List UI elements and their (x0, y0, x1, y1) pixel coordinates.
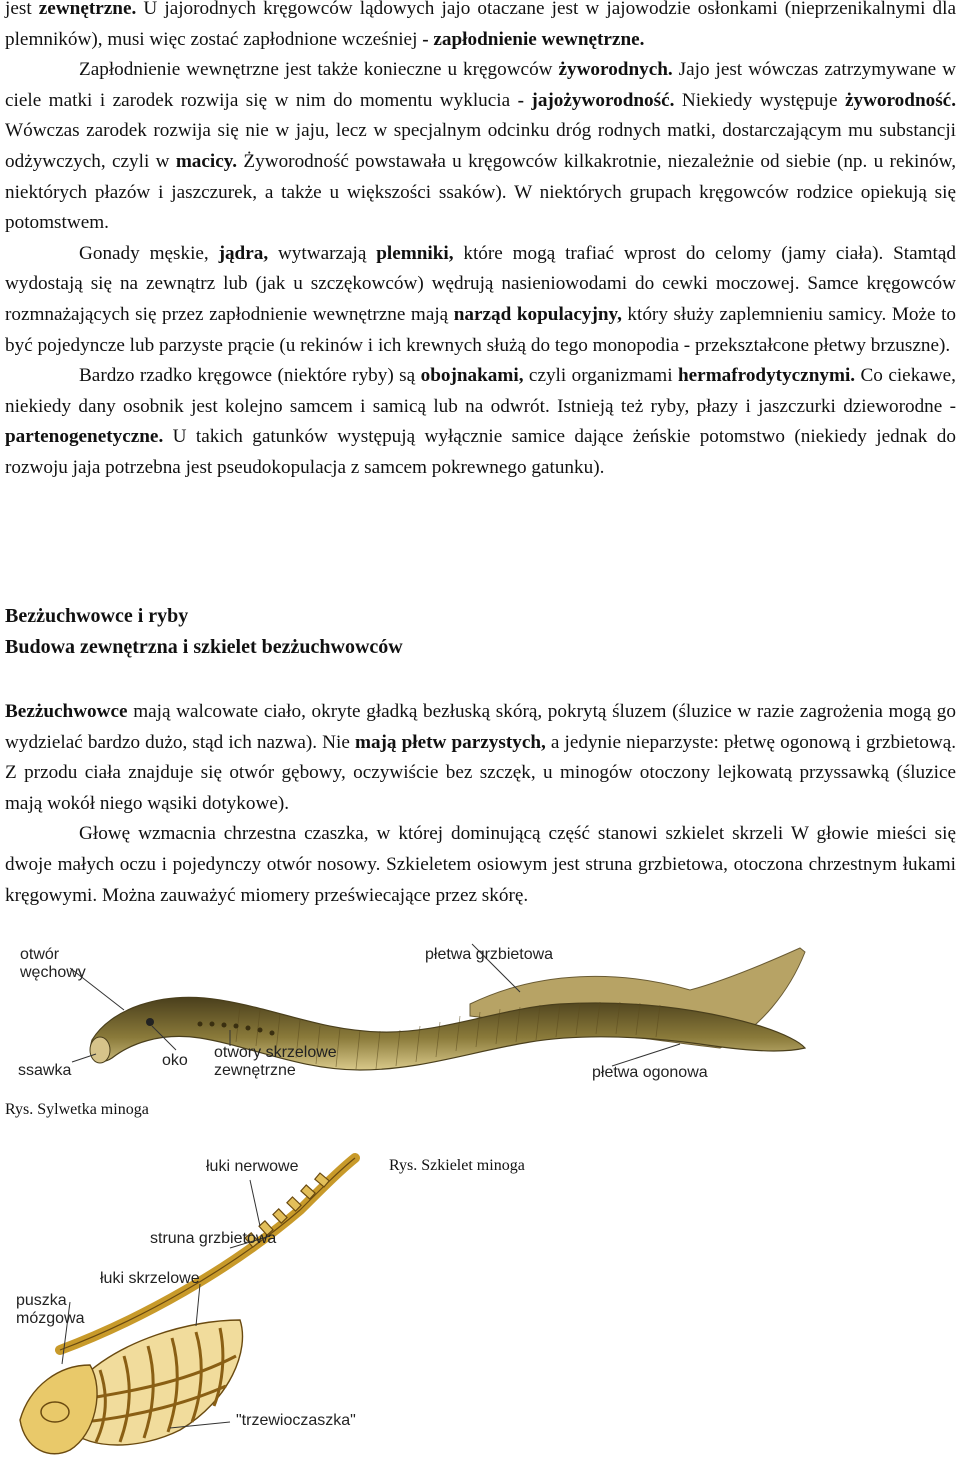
text-run: jest (5, 0, 39, 19)
label-dorsal-fin: płetwa grzbietowa (425, 946, 554, 963)
bold-term: plemniki, (376, 242, 454, 264)
label-nostril (20, 946, 86, 982)
sucker-shape (90, 1037, 110, 1063)
lamprey-silhouette-figure (0, 930, 810, 1100)
label-eye: oko (162, 1052, 188, 1069)
paragraph-gonads (5, 239, 956, 361)
text-run: mają walcowate ciało, okryte gładką bezłuską skórą, pokrytą śluzem (śluzice w razie zagrożenia mogą go wydzielać bardzo dużo, stąd ich nazwa). Nie (5, 701, 956, 753)
bold-term: hermafrodytycznymi. (677, 365, 856, 387)
label-sucker: ssawka (18, 1062, 72, 1079)
text-run: U jajorodnych kręgowców lądowych jajo otaczane jest w jajowodzie osłonkami (nieprzenikalnymi dla plemników), musi więc zostać zapłodnione wcześniej (5, 0, 956, 50)
text-run: Zapłodnienie wewnętrzne jest także konieczne u kręgowców (79, 59, 559, 81)
text-run: U takich gatunków występują wyłącznie samice dające żeńskie potomstwo (niekiedy jednak do rozwoju jaja potrzebna jest pseudokopulacja z samcem pokrewnego gatunku). (5, 426, 956, 478)
label-neural-arches: łuki nerwowe (206, 1158, 299, 1175)
text-run: Gonady męskie, (79, 242, 219, 264)
bold-term: narząd kopulacyjny, (453, 303, 622, 325)
section-heading: Bezżuchwowce i ryby (5, 605, 189, 627)
label-gill-line2: zewnętrzne (214, 1062, 296, 1079)
lamprey-skeleton-figure (0, 1150, 380, 1468)
text-run: Wówczas zarodek rozwija się nie w jaju, lecz w specjalnym odcinku dróg rodnych matki, dostarczającym mu substancji odżywczych, czyli w (5, 120, 956, 172)
bold-term: macicy. (175, 150, 238, 172)
bold-term: jądra, (218, 242, 269, 264)
figure1-caption: Rys. Sylwetka minoga (5, 1101, 149, 1118)
paragraph-viviparity (5, 55, 956, 239)
text-run: Niekiedy występuje (674, 89, 845, 111)
paragraph-fertilization-external (5, 0, 956, 55)
subsection-heading: Budowa zewnętrzna i szkielet bezżuchwowców (5, 636, 403, 658)
label-nostril-line1: otwór (20, 946, 60, 963)
label-braincase-line1: puszka (16, 1292, 67, 1309)
label-nostril-line2: węchowy (20, 964, 86, 981)
label-third-eye: "trzewioczaszka" (236, 1412, 356, 1429)
text-run: Bardzo rzadko kręgowce (niektóre ryby) są (79, 365, 421, 387)
paragraph-skeleton (5, 819, 956, 911)
text-run: który służy zaplemnieniu samicy. Może to być pojedyncze lub parzyste prącie (u rekinów i ich krewnych służą do tego monopodia - przekształcone płetwy brzuszne). (5, 303, 956, 356)
text-run: Żyworodność powstawała u kręgowców kilkakrotnie, niezależnie od siebie (np. u rekinów, niektórych płazów i jaszczurek, a także u większości ssaków). W niektórych grupach kręgowców rodzice opiekują się potomstwem. (5, 150, 956, 234)
label-notochord: struna grzbietowa (150, 1230, 277, 1247)
text-run: które mogą trafiać wprost do celomy (jamy ciała). Stamtąd wydostają się na zewnątrz lub (jak u szczękowców) wędrują nasieniowodami do cewki moczowej. Samce kręgowców rozmnażających się przez zapłodnienie wewnętrzne mają (5, 242, 956, 325)
bold-term: żyworodność. (844, 89, 956, 111)
label-gill-openings (214, 1044, 337, 1080)
text-run: a jedynie nieparzyste: płetwę ogonową i grzbietową. Z przodu ciała znajduje się otwór gębowy, oczywiście bez szczęk, u minogów otoczony lejkowatą przyssawką (śluzice mają wokół niego wąsiki dotykowe). (5, 731, 957, 814)
bold-term: zewnętrzne. (38, 0, 137, 19)
eye-dot (146, 1018, 154, 1026)
text-run: Jajo jest wówczas zatrzymywane w ciele matki i zarodek rozwija się w nim do momentu wyklucia (5, 59, 956, 111)
body-text-section (5, 697, 956, 911)
top-text-section (5, 0, 956, 484)
paragraph-hermaphrodites (5, 361, 956, 483)
bold-term: obojnakami, (420, 365, 524, 387)
text-run: czyli organizmami (523, 365, 678, 387)
paragraph-external-structure (5, 697, 956, 819)
bold-term: - jajożyworodność. (517, 89, 675, 111)
figure2-caption: Rys. Szkielet minoga (389, 1157, 525, 1174)
bold-term: - zapłodnienie wewnętrzne. (422, 28, 645, 50)
text-run: Co ciekawe, niekiedy dany osobnik jest kolejno samcem i samicą lub na odwrót. Istnieją też ryby, płazy i jaszczurki dzieworodne - (5, 365, 956, 417)
label-gill-arches: łuki skrzelowe (100, 1270, 200, 1287)
label-gill-line1: otwory skrzelowe (214, 1044, 337, 1061)
label-braincase (16, 1292, 84, 1328)
bold-term: mają płetw parzystych, (354, 731, 546, 753)
text-run: Głowę wzmacnia chrzestna czaszka, w której dominującą część stanowi szkielet skrzeli W głowie mieści się dwoje małych oczu i pojedynczy otwór nosowy. Szkieletem osiowym jest struna grzbietowa, otoczona chrzestnym łukami kręgowymi. Można zauważyć miomery przeświecające przez skórę. (5, 823, 956, 906)
label-braincase-line2: mózgowa (16, 1310, 85, 1327)
bold-term: partenogenetyczne. (5, 426, 164, 448)
text-run: wytwarzają (268, 242, 377, 264)
notochord-shape (60, 1158, 355, 1350)
label-tail-fin: płetwa ogonowa (592, 1064, 708, 1081)
bold-term: Bezżuchwowce (5, 701, 128, 722)
bold-term: żyworodnych. (558, 59, 673, 81)
